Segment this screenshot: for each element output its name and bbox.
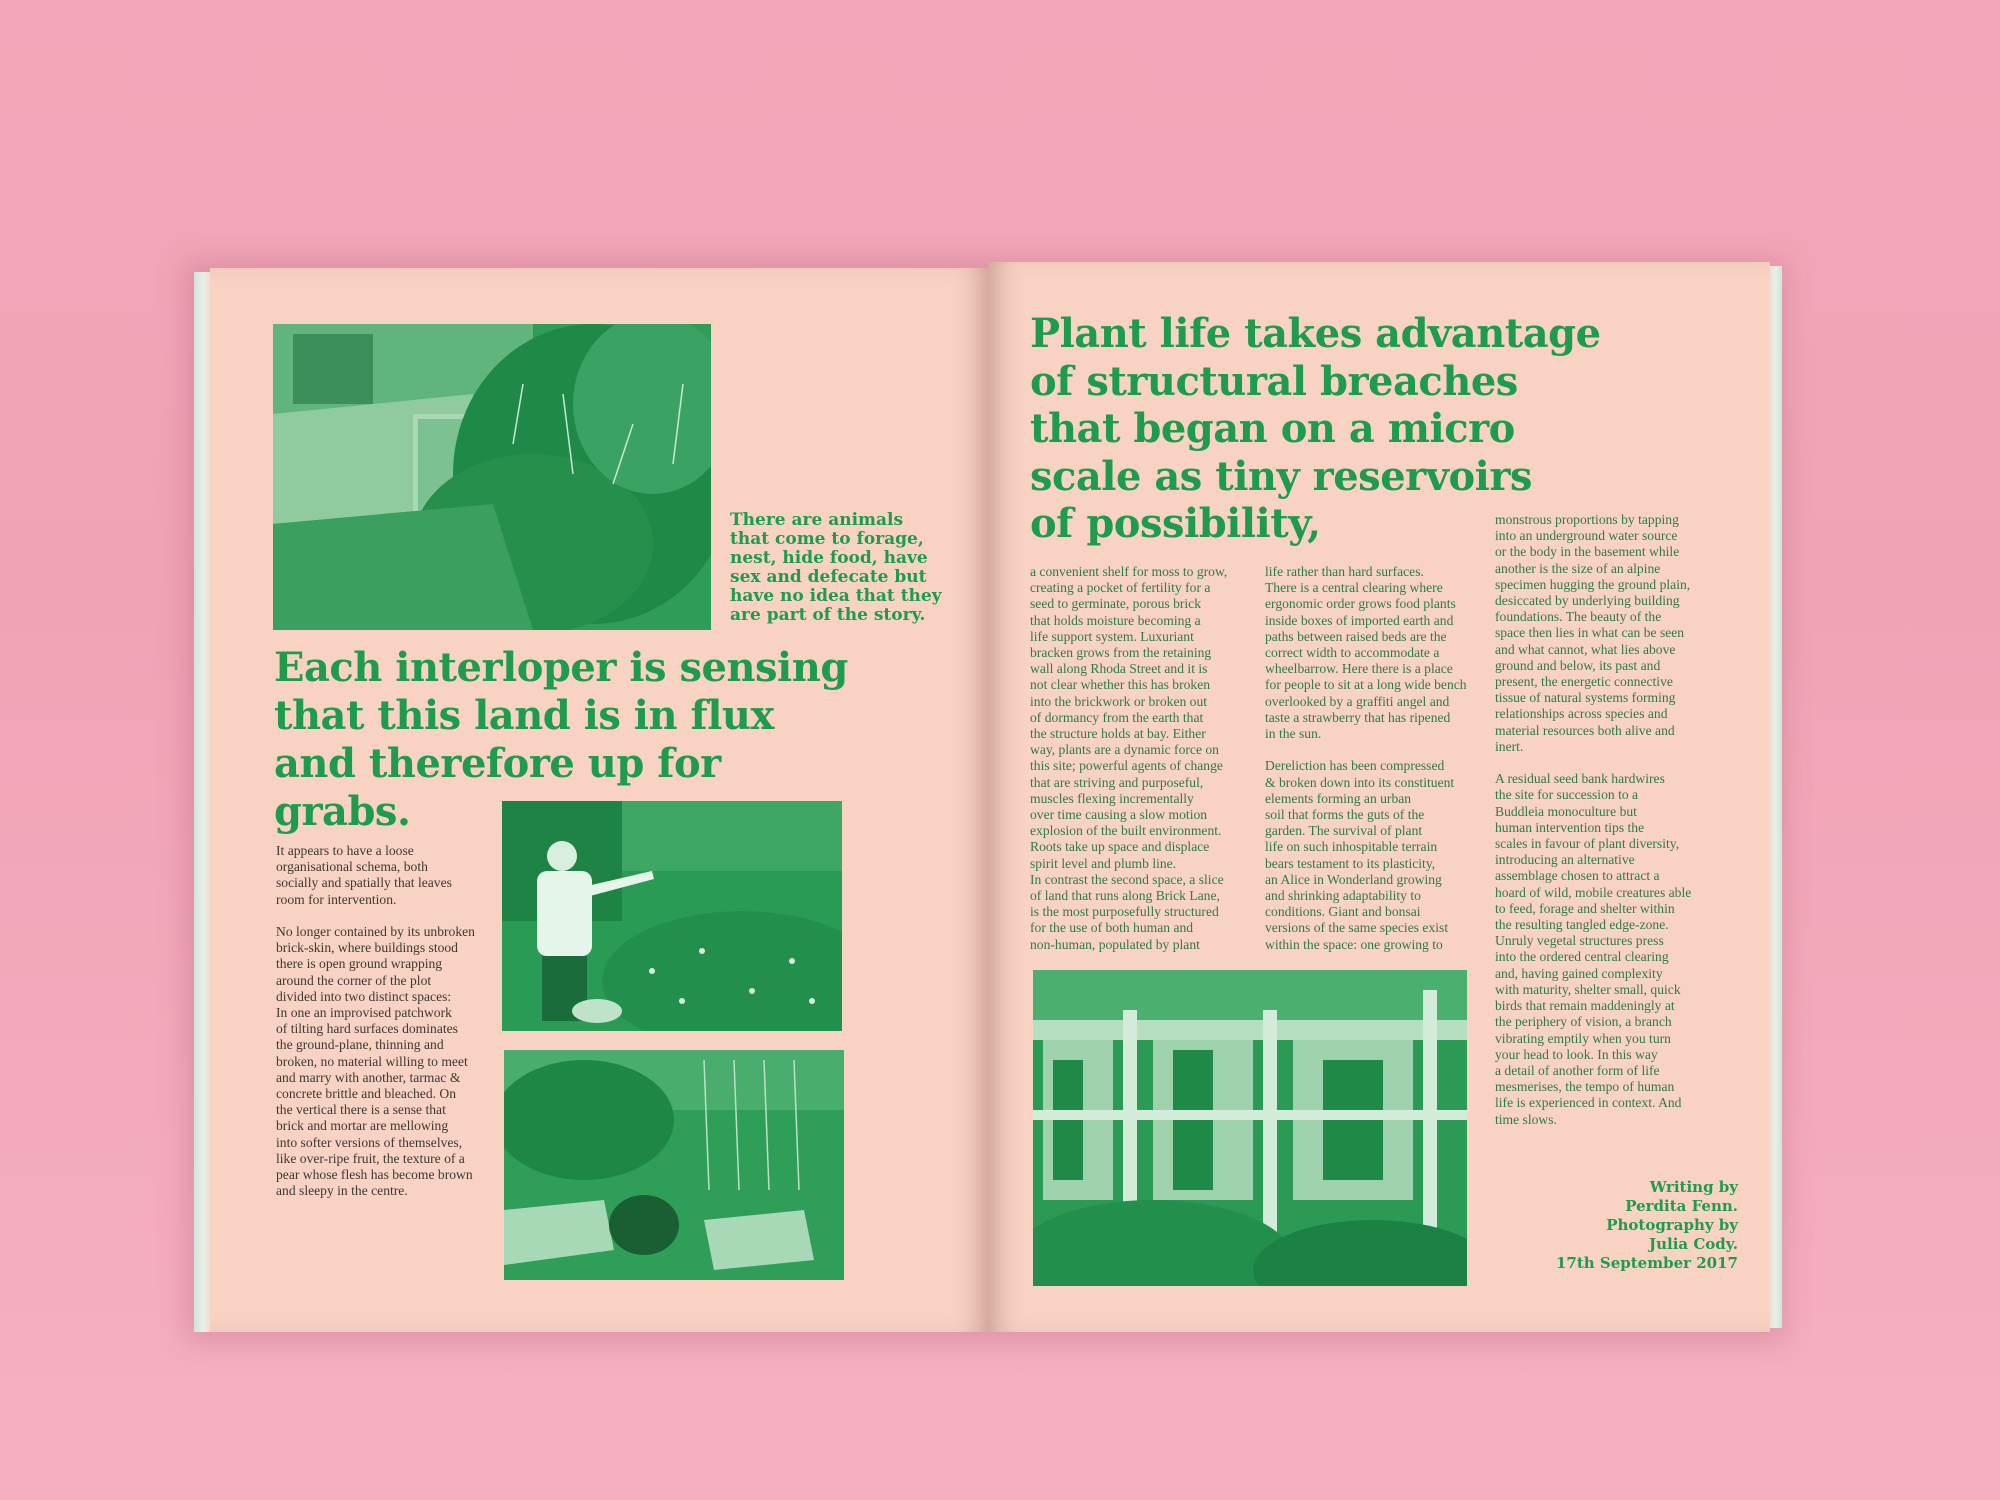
page-edge-right	[1768, 266, 1782, 1328]
photo-raised-beds	[504, 1050, 844, 1280]
left-page	[210, 268, 988, 1332]
right-page	[988, 262, 1770, 1332]
photo-overgrown-corner-image	[273, 324, 711, 630]
photo-raised-beds-image	[504, 1050, 844, 1280]
pull-quote-animals: There are animals that come to forage, nest, hide food, have sex and defecate but have no idea that they are part of the story.	[730, 510, 942, 625]
photo-man-gesturing-image	[502, 801, 842, 1031]
photo-man-gesturing	[502, 801, 842, 1031]
right-body-column-2: life rather than hard surfaces. There is a central clearing where ergonomic order grows food plants inside boxes of imported earth and paths between raised beds are the correct width to accommodate a wheelbarrow. Here there is a place for people to sit at a long wide bench overlooked by a graffiti angel and taste a strawberry that has ripened in the sun. Dereliction has been compressed & broken down into its constituent elements forming an urban soil that forms the guts of the garden. The survival of plant life on such inhospitable terrain bears testament to its plasticity, an Alice in Wonderland growing and shrinking adaptability to conditions. Giant and bonsai versions of the same species exist within the space: one growing to	[1265, 564, 1467, 952]
right-body-column-3: monstrous proportions by tapping into an underground water source or the body in the basement while another is the size of an alpine specimen hugging the ground plain, desiccated by underlying building foundations. The beauty of the space then lies in what can be seen and what cannot, what lies above ground and below, its past and present, the energetic connective tissue of natural systems forming relationships across species and material resources both alive and inert. A residual seed bank hardwires the site for succession to a Buddleia monoculture but human intervention tips the scales in favour of plant diversity, introducing an alternative assemblage chosen to attract a hoard of wild, mobile creatures able to feed, forage and shelter within the resulting tangled edge-zone. Unruly vegetal structures press into the ordered central clearing and, having gained complexity with maturity, shelter small, quick birds that remain maddeningly at the periphery of vision, a branch vibrating emptily when you turn your head to look. In this way a detail of another form of life mesmerises, the tempo of human life is experienced in context. And time slows.	[1495, 512, 1692, 1127]
photo-overgrown-corner	[273, 324, 711, 630]
credits: Writing by Perdita Fenn. Photography by Julia Cody. 17th September 2017	[1555, 1178, 1738, 1272]
photo-wooden-fence-image	[1033, 970, 1467, 1286]
right-headline: Plant life takes advantage of structural breaches that began on a micro scale as tiny reservoirs of possibility,	[1030, 310, 1601, 547]
left-body-text: It appears to have a loose organisational schema, both socially and spatially that leaves room for intervention. No longer contained by its unbroken brick-skin, where buildings stood there is open ground wrapping around the corner of the plot divided into two distinct spaces: In one an improvised patchwork of tilting hard surfaces dominates the ground-plane, thinning and broken, no material willing to meet and marry with another, tarmac & concrete brittle and bleached. On the vertical there is a sense that brick and mortar are mellowing into softer versions of themselves, like over-ripe fruit, the texture of a pear whose flesh has become brown and sleepy in the centre.	[276, 843, 475, 1199]
left-headline: Each interloper is sensing that this land is in flux and therefore up for grabs.	[274, 644, 848, 835]
right-body-column-1: a convenient shelf for moss to grow, creating a pocket of fertility for a seed to germinate, porous brick that holds moisture becoming a life support system. Luxuriant bracken grows from the retaining wall along Rhoda Street and it is not clear whether this has broken into the brickwork or broken out of dormancy from the earth that the structure holds at bay. Either way, plants are a dynamic force on this site; powerful agents of change that are striving and purposeful, muscles flexing incrementally over time causing a slow motion explosion of the built environment. Roots take up space and displace spirit level and plumb line. In contrast the second space, a slice of land that runs along Brick Lane, is the most purposefully structured for the use of both human and non-human, populated by plant	[1030, 564, 1228, 952]
photo-wooden-fence	[1033, 970, 1467, 1286]
